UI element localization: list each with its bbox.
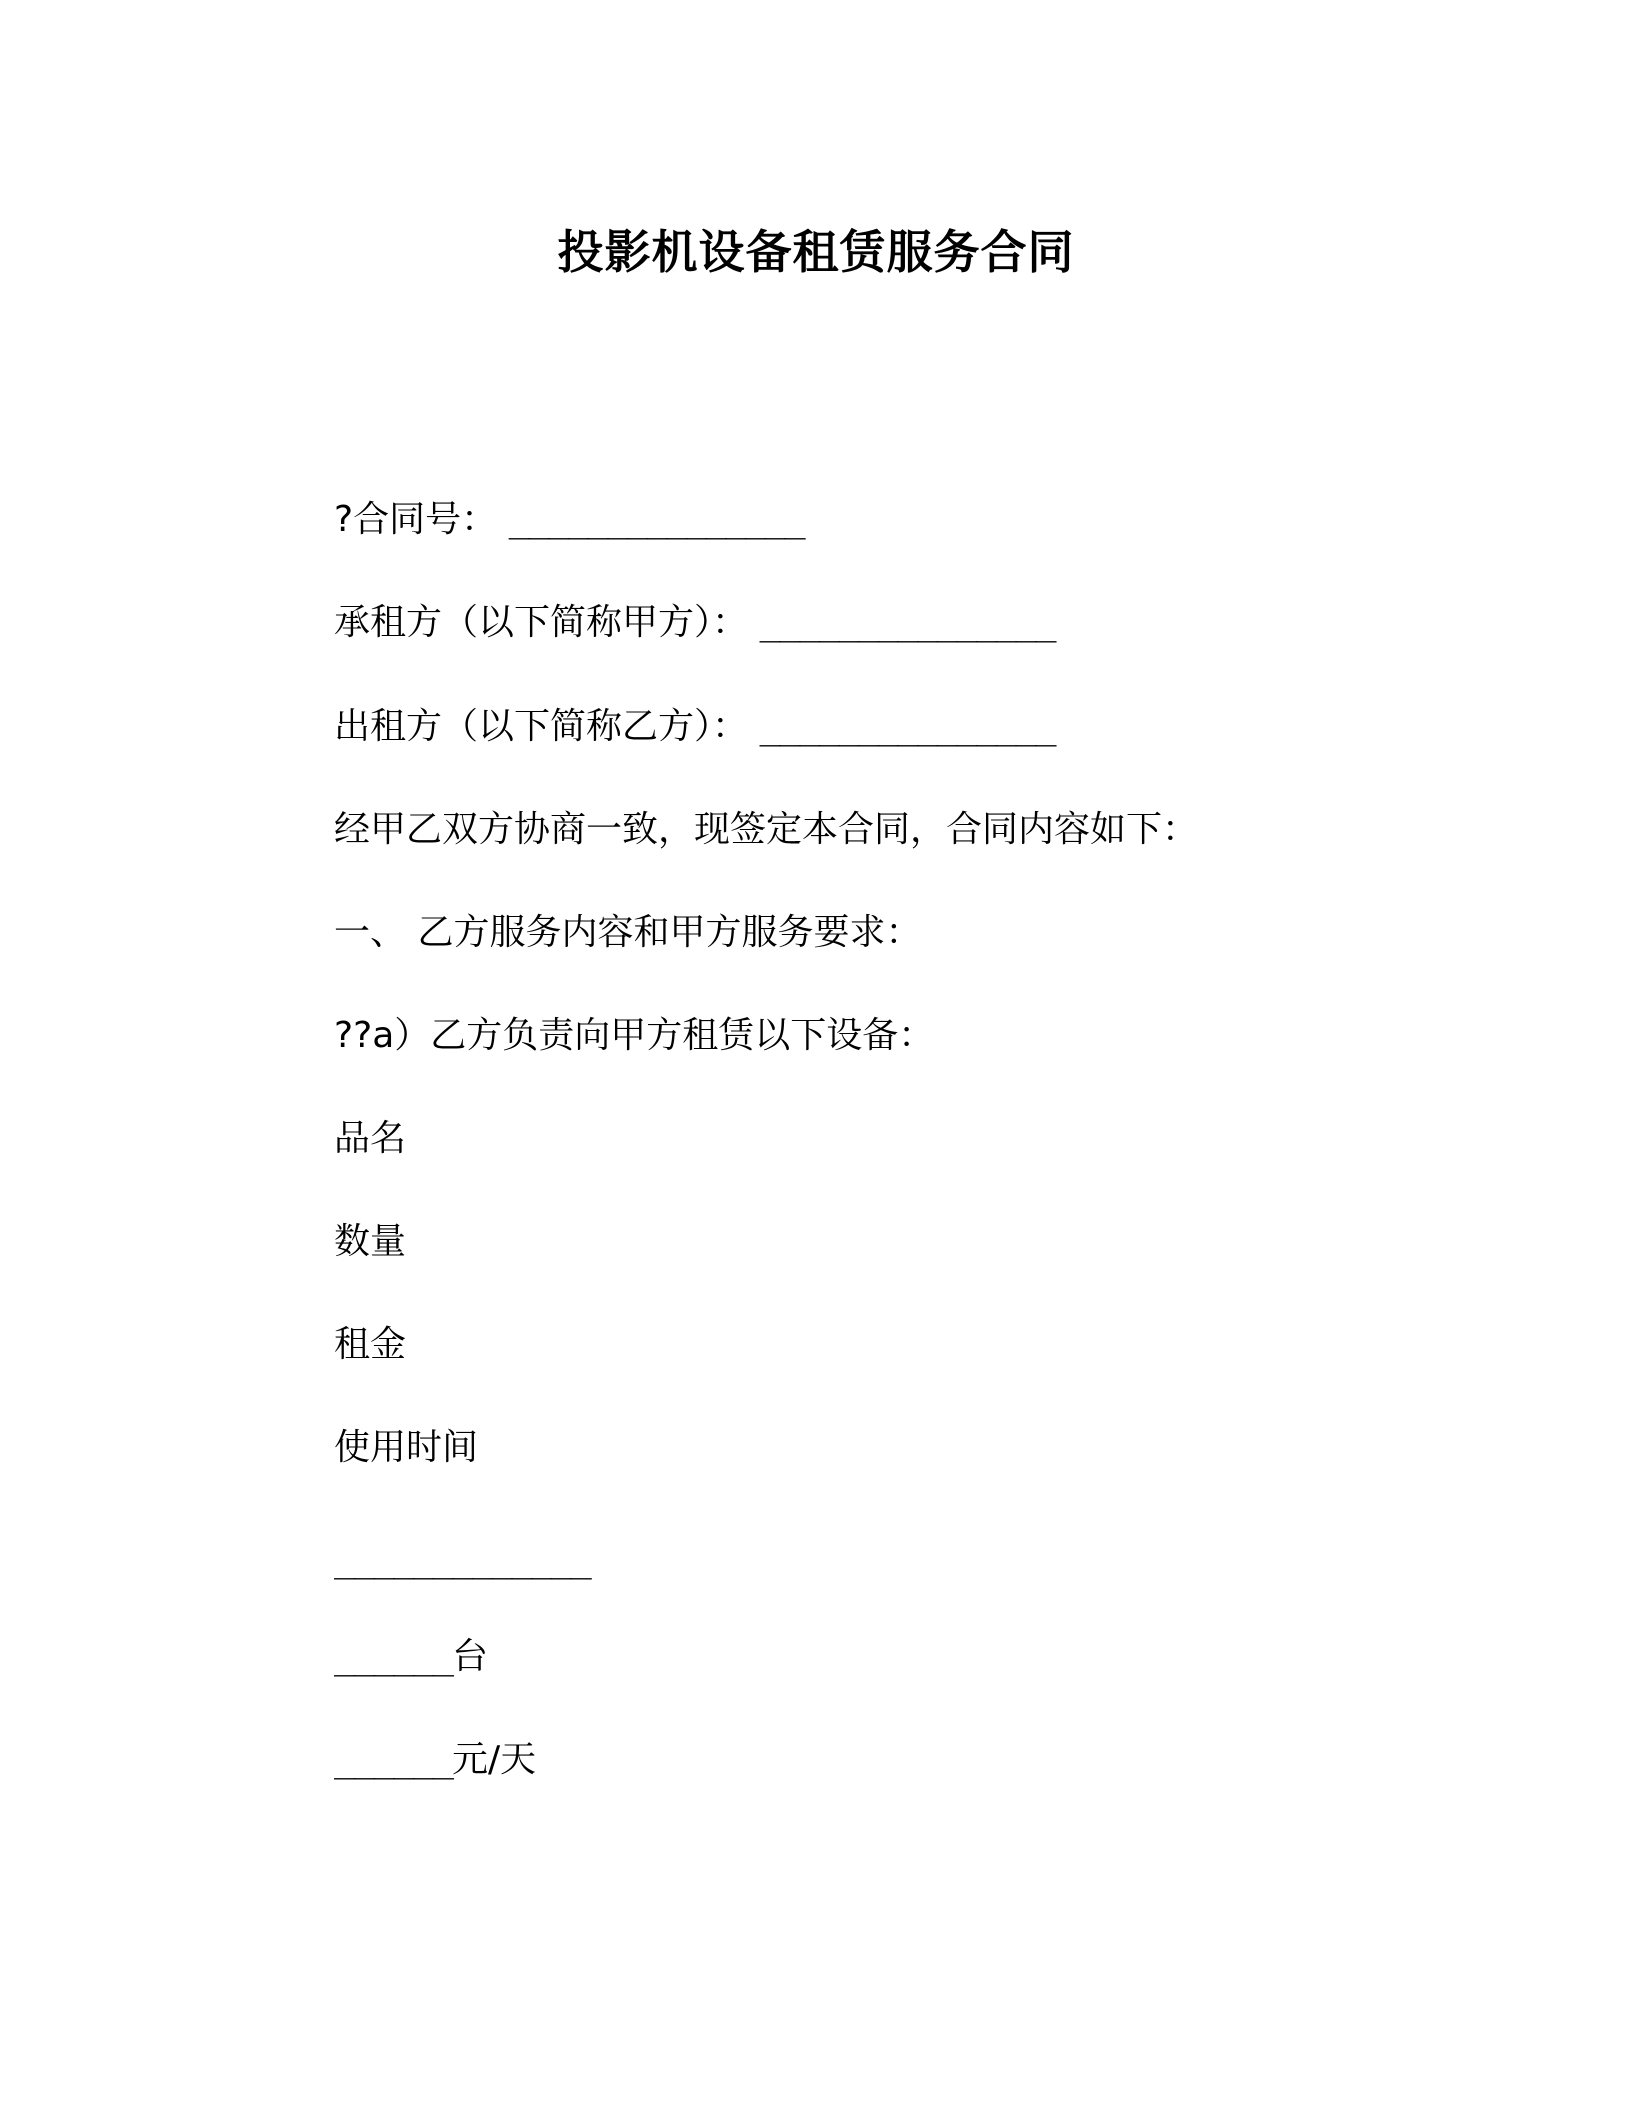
quantity-line bbox=[334, 1633, 488, 1681]
contract-number-line bbox=[334, 496, 804, 544]
header-product-name: 品名 bbox=[334, 1118, 407, 1159]
document-title: 投影机设备租赁服务合同 bbox=[557, 225, 1075, 279]
rent-line bbox=[334, 1736, 536, 1784]
lessee-line bbox=[334, 599, 1055, 647]
contract-number-label: ?合同号： bbox=[334, 499, 498, 540]
header-usage-time: 使用时间 bbox=[334, 1427, 479, 1468]
contract-number-blank: _______________ bbox=[508, 499, 804, 540]
lessor-blank: _______________ bbox=[759, 706, 1055, 747]
header-rent: 租金 bbox=[334, 1324, 407, 1365]
intro-paragraph: 经甲乙双方协商一致，现签定本合同，合同内容如下： bbox=[334, 809, 1199, 850]
lessor-line bbox=[334, 703, 1055, 751]
rent-unit: 元/天 bbox=[452, 1739, 537, 1780]
quantity-unit: 台 bbox=[452, 1636, 489, 1677]
item-a-text: ??a）乙方负责向甲方租赁以下设备： bbox=[334, 1015, 935, 1056]
lessee-label: 承租方（以下简称甲方）： bbox=[334, 602, 749, 643]
product-name-blank: _____________ bbox=[334, 1539, 590, 1580]
quantity-blank: ______ bbox=[334, 1636, 453, 1677]
section-1-heading: 一、 乙方服务内容和甲方服务要求： bbox=[334, 912, 922, 953]
header-quantity: 数量 bbox=[334, 1221, 407, 1262]
rent-blank: ______ bbox=[334, 1739, 453, 1780]
lessor-label: 出租方（以下简称乙方）： bbox=[334, 706, 749, 747]
lessee-blank: _______________ bbox=[759, 602, 1055, 643]
